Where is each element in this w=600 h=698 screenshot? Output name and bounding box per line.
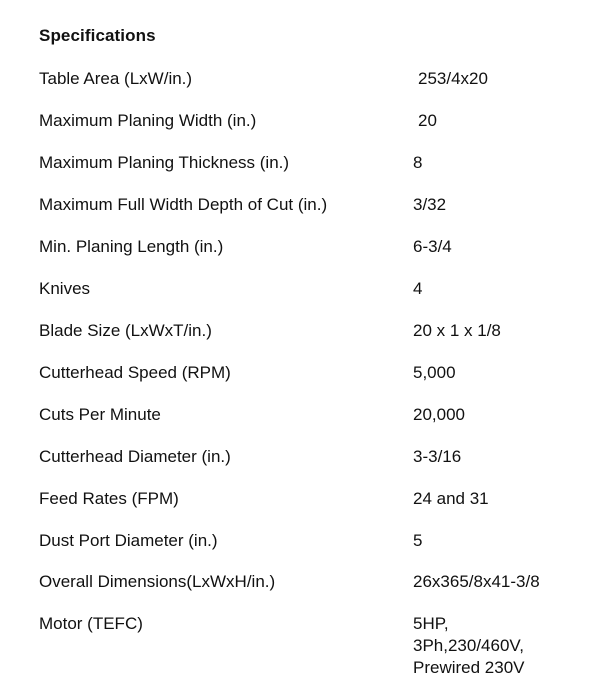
spec-value: 4 — [413, 279, 423, 298]
spec-value: 5 — [413, 531, 423, 550]
page-title: Specifications — [39, 26, 156, 45]
spec-label: Maximum Full Width Depth of Cut (in.) — [39, 195, 328, 214]
spec-label: Maximum Planing Width (in.) — [39, 111, 257, 130]
spec-label: Cuts Per Minute — [39, 405, 161, 424]
spec-value: 24 and 31 — [413, 489, 489, 508]
spec-value: 20,000 — [413, 405, 465, 424]
spec-label: Cutterhead Diameter (in.) — [39, 447, 231, 466]
spec-label: Feed Rates (FPM) — [39, 489, 179, 508]
spec-value-multiline — [413, 613, 525, 679]
spec-value: 20 — [418, 111, 437, 130]
spec-label: Motor (TEFC) — [39, 614, 143, 633]
spec-label: Blade Size (LxWxT/in.) — [39, 321, 212, 340]
spec-label: Maximum Planing Thickness (in.) — [39, 153, 290, 172]
spec-label: Dust Port Diameter (in.) — [39, 531, 218, 550]
spec-value: 6-3/4 — [413, 237, 452, 256]
spec-value-line: 5HP, — [413, 614, 449, 633]
spec-value-line: 3Ph,230/460V, — [413, 636, 524, 655]
spec-label: Overall Dimensions(LxWxH/in.) — [39, 572, 276, 591]
spec-value: 20 x 1 x 1/8 — [413, 321, 501, 340]
spec-label: Cutterhead Speed (RPM) — [39, 363, 231, 382]
spec-value-line: Prewired 230V — [413, 658, 525, 677]
spec-value: 8 — [413, 153, 423, 172]
spec-value: 3-3/16 — [413, 447, 462, 466]
spec-label: Table Area (LxW/in.) — [39, 69, 193, 88]
spec-label: Knives — [39, 279, 91, 298]
spec-value: 253/4x20 — [418, 69, 488, 88]
spec-value: 26x365/8x41-3/8 — [413, 572, 540, 591]
spec-value: 3/32 — [413, 195, 447, 214]
spec-label: Min. Planing Length (in.) — [39, 237, 224, 256]
spec-value: 5,000 — [413, 363, 456, 382]
